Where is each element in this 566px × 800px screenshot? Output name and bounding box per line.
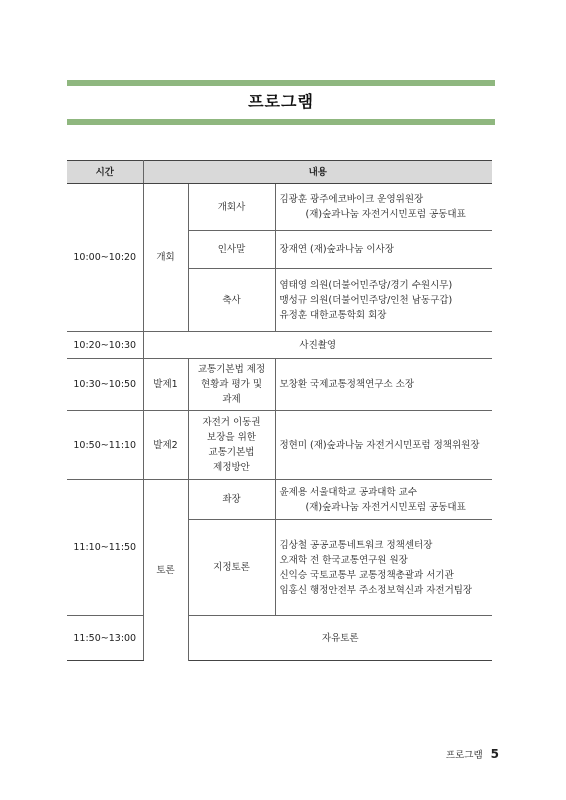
free-time: 11:50~13:00 xyxy=(67,616,143,661)
free-label: 자유토론 xyxy=(188,616,492,661)
discussion-time: 11:10~11:50 xyxy=(67,480,143,616)
talk1-speaker: 모창환 국제교통정책연구소 소장 xyxy=(275,359,492,411)
welcome-label: 개회사 xyxy=(188,184,275,231)
opening-time: 10:00~10:20 xyxy=(67,184,143,332)
chair-speakers: 윤제용 서울대학교 공과대학 교수 (재)숲과나눔 자전거시민포럼 공동대표 xyxy=(275,480,492,520)
congrats-speakers: 염태영 의원(더불어민주당/경기 수원시무) 맹성규 의원(더불어민주당/인천 남동구갑) 유정훈 대한교통학회 회장 xyxy=(275,269,492,332)
program-table xyxy=(67,160,492,661)
talk2-label: 발제2 xyxy=(143,411,188,480)
talk1-time: 10:30~10:50 xyxy=(67,359,143,411)
footer-label: 프로그램 xyxy=(445,750,483,761)
table-row xyxy=(67,411,492,480)
photo-label: 사진촬영 xyxy=(143,332,492,359)
congrats-label: 축사 xyxy=(188,269,275,332)
table-row xyxy=(67,332,492,359)
table-header-row xyxy=(67,161,492,184)
discussion-label: 토론 xyxy=(143,480,188,661)
panel-speakers: 김상철 공공교통네트워크 정책센터장 오재학 전 한국교통연구원 원장 신익승 국토교통부 교통정책총괄과 서기관 임홍신 행정안전부 주소정보혁신과 자전거팀장 xyxy=(275,520,492,616)
talk2-topic: 자전거 이동권 보장을 위한 교통기본법 제정방안 xyxy=(188,411,275,480)
talk1-label: 발제1 xyxy=(143,359,188,411)
opening-label: 개회 xyxy=(143,184,188,332)
table-row xyxy=(67,359,492,411)
page-footer xyxy=(446,747,499,761)
greeting-label: 인사말 xyxy=(188,231,275,269)
title-bar-bottom xyxy=(67,119,495,125)
page-number: 5 xyxy=(490,747,499,761)
talk2-time: 10:50~11:10 xyxy=(67,411,143,480)
welcome-speakers: 김광훈 광주에코바이크 운영위원장 (재)숲과나눔 자전거시민포럼 공동대표 xyxy=(279,194,466,220)
greeting-speakers: 장재연 (재)숲과나눔 이사장 xyxy=(275,231,492,269)
title-bar-top xyxy=(67,80,495,86)
header-time: 시간 xyxy=(67,161,143,184)
talk2-speaker: 정현미 (재)숲과나눔 자전거시민포럼 정책위원장 xyxy=(275,411,492,480)
page-title: 프로그램 xyxy=(248,92,314,111)
table-row xyxy=(67,480,492,520)
photo-time: 10:20~10:30 xyxy=(67,332,143,359)
talk1-topic: 교통기본법 제정 현황과 평가 및 과제 xyxy=(188,359,275,411)
header-content: 내용 xyxy=(143,161,492,184)
table-row xyxy=(67,616,492,661)
chair-label: 좌장 xyxy=(188,480,275,520)
table-row xyxy=(67,184,492,231)
panel-label: 지정토론 xyxy=(188,520,275,616)
